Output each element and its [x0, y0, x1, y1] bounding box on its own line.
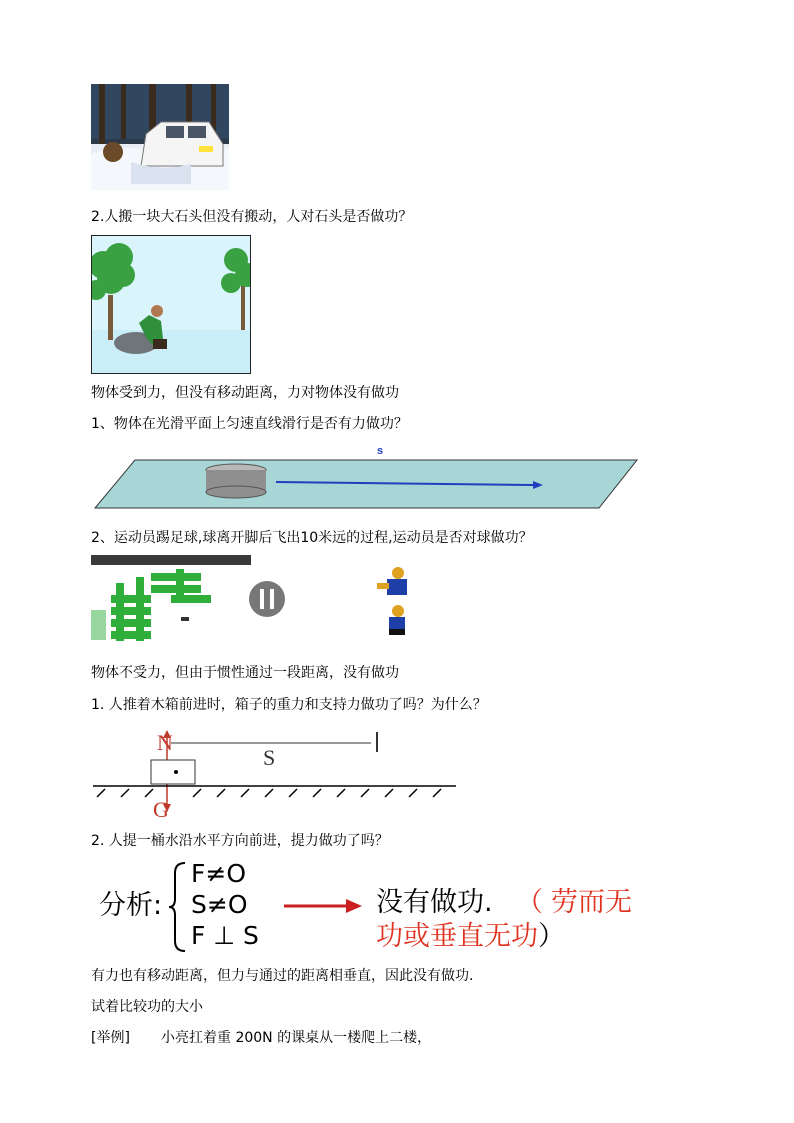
- box-force-diagram: [91, 726, 461, 820]
- condition-f: F≠O: [191, 859, 247, 888]
- question-soccer: 2、运动员踢足球,球离开脚后飞出10米远的过程,运动员是否对球做功？: [91, 530, 533, 546]
- condition-perpendicular: F ⊥ S: [191, 921, 259, 950]
- answer-bucket: 有力也有移动距离，但力与通过的距离相垂直，因此没有做功.: [91, 968, 474, 984]
- analysis-panel: [91, 857, 646, 957]
- condition-s: S≠O: [191, 890, 248, 919]
- example-text: 小亮扛着重 200N 的课桌从一楼爬上二楼，: [161, 1030, 432, 1046]
- note-line-2-text: 功或垂直无功: [376, 921, 538, 952]
- analysis-label: 分析:: [99, 890, 163, 921]
- example-tag: [举例]: [91, 1030, 130, 1046]
- soccer-kick-image: [91, 555, 431, 651]
- question-box: 1. 人推着木箱前进时，箱子的重力和支持力做功了吗？为什么？: [91, 697, 487, 713]
- note-close-paren: ）: [538, 921, 565, 952]
- g-label: G: [153, 797, 169, 820]
- n-label: N: [157, 730, 173, 755]
- result-text: 没有做功.: [376, 887, 493, 918]
- car-in-snow-image: [91, 84, 229, 190]
- brace-icon: [167, 861, 189, 953]
- pushing-stone-image: [91, 235, 251, 374]
- right-arrow-icon: [284, 897, 364, 915]
- note-line-1: 劳而无: [551, 887, 632, 918]
- note-line-2: [376, 921, 565, 953]
- answer-soccer: 物体不受力，但由于惯性通过一段距离，没有做功: [91, 665, 399, 681]
- question-smooth-plane: 1、物体在光滑平面上匀速直线滑行是否有力做功？: [91, 416, 408, 432]
- compare-heading: 试着比较功的大小: [91, 999, 203, 1015]
- s-distance-label: S: [263, 745, 276, 770]
- note-open-paren: （: [516, 887, 543, 918]
- smooth-plane-diagram: [93, 440, 641, 512]
- answer-stone: 物体受到力，但没有移动距离，力对物体没有做功: [91, 385, 399, 401]
- question-bucket: 2. 人提一桶水沿水平方向前进，提力做功了吗？: [91, 833, 389, 849]
- s-label: s: [377, 445, 384, 457]
- question-stone: 2.人搬一块大石头但没有搬动，人对石头是否做功？: [91, 209, 413, 225]
